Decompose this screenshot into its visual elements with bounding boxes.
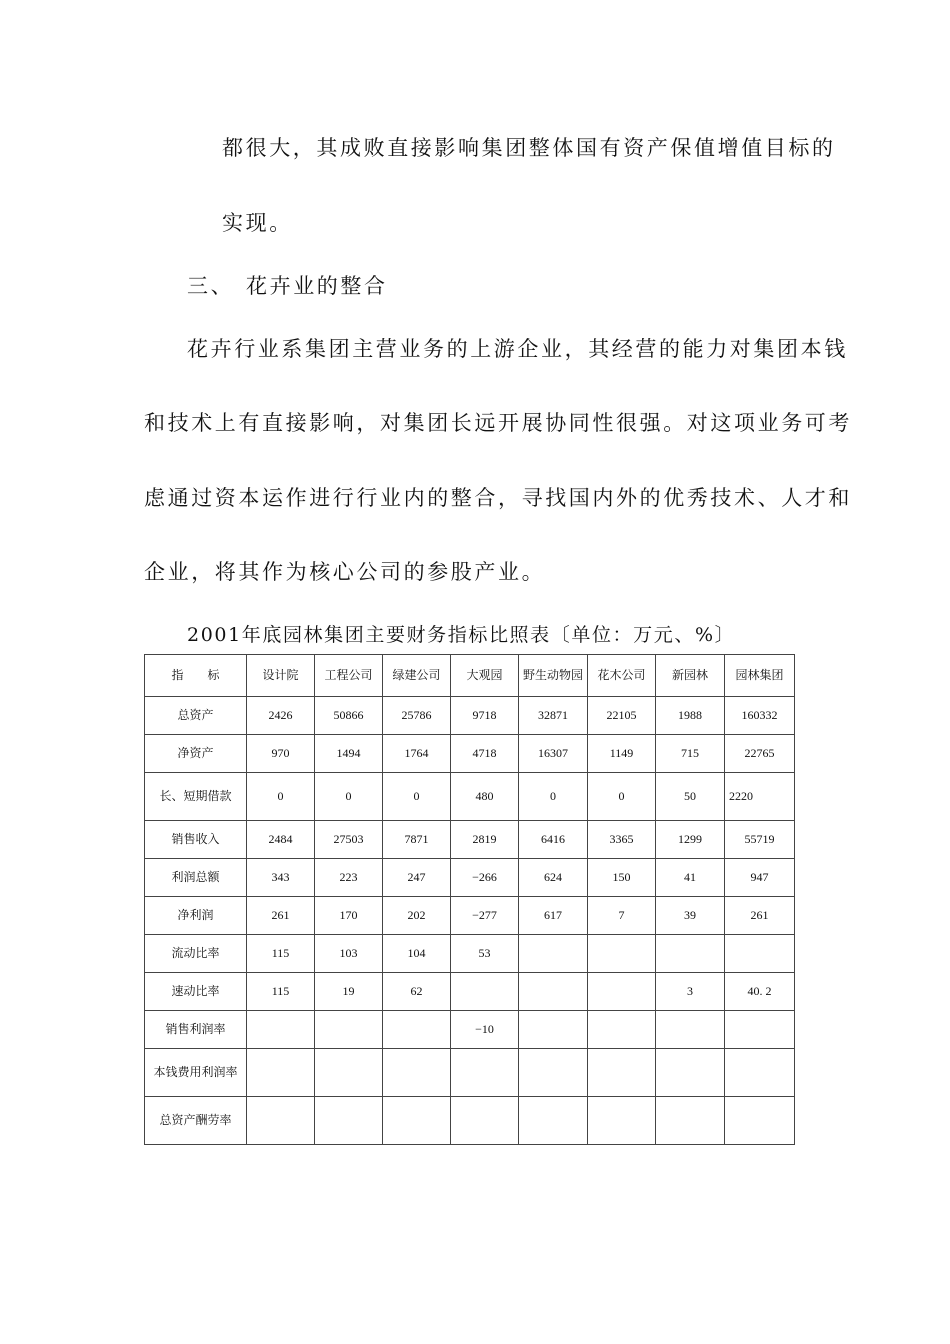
table-cell: 1299 bbox=[656, 821, 725, 859]
table-cell: 1988 bbox=[656, 697, 725, 735]
table-cell: 6416 bbox=[519, 821, 588, 859]
table-cell: 2484 bbox=[247, 821, 315, 859]
table-cell: −266 bbox=[451, 859, 519, 897]
header-cell: 指 标 bbox=[145, 655, 247, 697]
table-cell: 1494 bbox=[315, 735, 383, 773]
table-cell bbox=[725, 1097, 795, 1145]
table-cell: 1764 bbox=[383, 735, 451, 773]
table-cell: 617 bbox=[519, 897, 588, 935]
table-cell bbox=[451, 973, 519, 1011]
table-cell bbox=[588, 973, 656, 1011]
table-cell: 104 bbox=[383, 935, 451, 973]
table-cell: 32871 bbox=[519, 697, 588, 735]
table-cell: 247 bbox=[383, 859, 451, 897]
paragraph-line: 实现。 bbox=[222, 211, 293, 235]
paragraph-line: 企业，将其作为核心公司的参股产业。 bbox=[144, 560, 546, 584]
row-label: 净资产 bbox=[145, 735, 247, 773]
header-cell: 绿建公司 bbox=[383, 655, 451, 697]
row-label: 销售利润率 bbox=[145, 1011, 247, 1049]
table-cell: 7 bbox=[588, 897, 656, 935]
table-cell bbox=[725, 1011, 795, 1049]
table-cell bbox=[315, 1011, 383, 1049]
header-cell: 工程公司 bbox=[315, 655, 383, 697]
table-cell: 39 bbox=[656, 897, 725, 935]
table-cell: 27503 bbox=[315, 821, 383, 859]
table-cell: 624 bbox=[519, 859, 588, 897]
table-cell: 480 bbox=[451, 773, 519, 821]
header-cell: 园林集团 bbox=[725, 655, 795, 697]
table-cell: 947 bbox=[725, 859, 795, 897]
table-cell: 261 bbox=[725, 897, 795, 935]
table-cell bbox=[588, 1097, 656, 1145]
table-cell bbox=[519, 935, 588, 973]
table-cell: 0 bbox=[519, 773, 588, 821]
table-cell: 343 bbox=[247, 859, 315, 897]
table-cell: 3365 bbox=[588, 821, 656, 859]
table-cell: 170 bbox=[315, 897, 383, 935]
table-cell: 62 bbox=[383, 973, 451, 1011]
table-cell: 0 bbox=[315, 773, 383, 821]
table-cell bbox=[451, 1097, 519, 1145]
table-cell: 19 bbox=[315, 973, 383, 1011]
table-cell: 3 bbox=[656, 973, 725, 1011]
table-cell bbox=[383, 1097, 451, 1145]
paragraph-line: 花卉行业系集团主营业务的上游企业，其经营的能力对集团本钱 bbox=[187, 337, 848, 361]
table-cell: 261 bbox=[247, 897, 315, 935]
table-cell bbox=[247, 1049, 315, 1097]
table-cell: 115 bbox=[247, 973, 315, 1011]
table-cell bbox=[451, 1049, 519, 1097]
table-header-row bbox=[145, 655, 795, 697]
row-label: 总资产 bbox=[145, 697, 247, 735]
financial-indicators-table bbox=[144, 654, 795, 1145]
table-caption: 2001年底园林集团主要财务指标比照表〔单位：万元、%〕 bbox=[187, 624, 736, 646]
table-row bbox=[145, 1011, 795, 1049]
table-cell: 22765 bbox=[725, 735, 795, 773]
table-cell bbox=[519, 1049, 588, 1097]
table-cell: 22105 bbox=[588, 697, 656, 735]
table-cell: 40. 2 bbox=[725, 973, 795, 1011]
table-cell: 202 bbox=[383, 897, 451, 935]
table-row bbox=[145, 935, 795, 973]
table-cell: 970 bbox=[247, 735, 315, 773]
table-cell: 25786 bbox=[383, 697, 451, 735]
header-cell: 花木公司 bbox=[588, 655, 656, 697]
table-cell bbox=[247, 1097, 315, 1145]
table-cell: 0 bbox=[247, 773, 315, 821]
table-row bbox=[145, 897, 795, 935]
table-cell bbox=[725, 935, 795, 973]
table-cell bbox=[656, 1011, 725, 1049]
section-heading-number: 三、 bbox=[187, 274, 235, 298]
table-row bbox=[145, 859, 795, 897]
table-cell: 50866 bbox=[315, 697, 383, 735]
table-cell: 115 bbox=[247, 935, 315, 973]
table-cell: 1149 bbox=[588, 735, 656, 773]
table-cell: 4718 bbox=[451, 735, 519, 773]
table-cell: 223 bbox=[315, 859, 383, 897]
header-cell: 设计院 bbox=[247, 655, 315, 697]
table-cell bbox=[656, 1049, 725, 1097]
table-row bbox=[145, 773, 795, 821]
table-cell: 50 bbox=[656, 773, 725, 821]
table-cell: 2819 bbox=[451, 821, 519, 859]
table-cell: −277 bbox=[451, 897, 519, 935]
table-cell bbox=[383, 1011, 451, 1049]
table-cell bbox=[315, 1097, 383, 1145]
table-row bbox=[145, 1049, 795, 1097]
table-cell: 2220 bbox=[725, 773, 795, 821]
paragraph-line: 虑通过资本运作进行行业内的整合，寻找国内外的优秀技术、人才和 bbox=[144, 486, 852, 510]
row-label: 长、短期借款 bbox=[145, 773, 247, 821]
table-cell bbox=[656, 935, 725, 973]
row-label: 速动比率 bbox=[145, 973, 247, 1011]
row-label: 利润总额 bbox=[145, 859, 247, 897]
paragraph-line: 和技术上有直接影响，对集团长远开展协同性很强。对这项业务可考 bbox=[144, 411, 852, 435]
header-cell: 野生动物园 bbox=[519, 655, 588, 697]
table-cell: 53 bbox=[451, 935, 519, 973]
row-label: 净利润 bbox=[145, 897, 247, 935]
table-row bbox=[145, 735, 795, 773]
row-label: 流动比率 bbox=[145, 935, 247, 973]
table-cell: 103 bbox=[315, 935, 383, 973]
table-row bbox=[145, 821, 795, 859]
table-cell bbox=[588, 1011, 656, 1049]
row-label: 销售收入 bbox=[145, 821, 247, 859]
table-cell: 7871 bbox=[383, 821, 451, 859]
table-cell bbox=[656, 1097, 725, 1145]
table-cell bbox=[315, 1049, 383, 1097]
table-cell bbox=[725, 1049, 795, 1097]
table-cell: −10 bbox=[451, 1011, 519, 1049]
header-cell: 大观园 bbox=[451, 655, 519, 697]
table-cell: 9718 bbox=[451, 697, 519, 735]
table-cell: 160332 bbox=[725, 697, 795, 735]
section-heading-text: 花卉业的整合 bbox=[246, 274, 388, 298]
paragraph-line: 都很大，其成败直接影响集团整体国有资产保值增值目标的 bbox=[222, 136, 836, 160]
header-cell: 新园林 bbox=[656, 655, 725, 697]
table-row bbox=[145, 697, 795, 735]
table-cell bbox=[519, 1097, 588, 1145]
table-cell: 0 bbox=[383, 773, 451, 821]
table-cell: 715 bbox=[656, 735, 725, 773]
table-cell bbox=[588, 935, 656, 973]
row-label: 本钱费用利润率 bbox=[145, 1049, 247, 1097]
table-row bbox=[145, 1097, 795, 1145]
table-cell bbox=[588, 1049, 656, 1097]
table-cell bbox=[247, 1011, 315, 1049]
table-cell: 55719 bbox=[725, 821, 795, 859]
table-row bbox=[145, 973, 795, 1011]
table-cell bbox=[519, 973, 588, 1011]
table-cell: 41 bbox=[656, 859, 725, 897]
table-cell bbox=[383, 1049, 451, 1097]
table-cell bbox=[519, 1011, 588, 1049]
table-cell: 150 bbox=[588, 859, 656, 897]
table-cell: 16307 bbox=[519, 735, 588, 773]
row-label: 总资产酬劳率 bbox=[145, 1097, 247, 1145]
table-cell: 2426 bbox=[247, 697, 315, 735]
table-cell: 0 bbox=[588, 773, 656, 821]
